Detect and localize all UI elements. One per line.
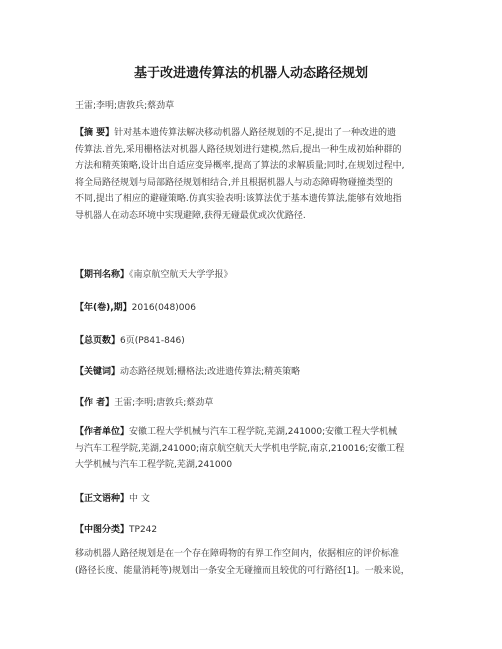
author-field: [75, 395, 213, 408]
abstract-label: 【摘 要】: [75, 128, 115, 138]
abstract-line-3: 方法和精英策略,设计出自适应变异概率,提高了算法的求解质量;同时,在规划过程中,: [75, 161, 405, 172]
author-label: 【作 者】: [75, 398, 115, 408]
author-list: 王雷;李明;唐敦兵;蔡劲草: [75, 101, 175, 111]
abstract-line-1: 【摘 要】针对基本遗传算法解决移动机器人路径规划的不足,提出了一种改进的遗: [75, 128, 397, 138]
keywords-value: 动态路径规划;栅格法;改进遗传算法;精英策略: [120, 367, 301, 377]
affiliation-line-2: 与汽车工程学院,芜湖,241000;南京航空航天大学机电学院,南京,210016;安徽工程: [75, 443, 405, 454]
year-label: 【年(卷),期】: [75, 303, 132, 313]
affiliation-line-3: 大学机械与汽车工程学院,芜湖,241000: [75, 460, 233, 471]
abstract-line-2: 传算法.首先,采用栅格法对机器人路径规划进行建模,然后,提出一种生成初始种群的: [75, 144, 402, 155]
abstract-line-6: 导机器人在动态环境中实现避障,获得无碰最优或次优路径.: [75, 210, 306, 221]
body-line-2: (路径长度、能量消耗等)规划出一条安全无碰撞而且较优的可行路径[1]。一般来说，: [75, 565, 410, 576]
affiliation-label: 【作者单位】: [75, 427, 130, 437]
language-label: 【正文语种】: [75, 494, 130, 504]
year-value: 2016(048)006: [131, 303, 196, 313]
classification-value: TP242: [129, 525, 158, 535]
abstract-line-4: 将全局路径规划与局部路径规划相结合,并且根据机器人与动态障碍物碰撞类型的: [75, 177, 393, 188]
pages-value: 6页(P841-846): [120, 336, 185, 346]
pages-field: [75, 333, 185, 346]
abstract-section: [75, 125, 435, 225]
language-field: [75, 491, 150, 504]
body-paragraph: [75, 546, 435, 579]
paper-title: 基于改进遗传算法的机器人动态路径规划: [133, 66, 368, 81]
body-line-1: 移动机器人路径规划是在一个存在障碍物的有界工作空间内，依据相应的评价标准: [75, 549, 400, 559]
journal-field: [75, 267, 233, 280]
keywords-label: 【关键词】: [75, 367, 121, 377]
classification-label: 【中图分类】: [75, 525, 130, 535]
author-value: 王雷;李明;唐敦兵;蔡劲草: [114, 398, 214, 408]
abstract-line-5: 不同,提出了相应的避碰策略.仿真实验表明:该算法优于基本遗传算法,能够有效地指: [75, 194, 402, 205]
affiliation-line-1: 【作者单位】安徽工程大学机械与汽车工程学院,芜湖,241000;安徽工程大学机械: [75, 427, 398, 437]
journal-label: 【期刊名称】: [75, 270, 130, 280]
pages-label: 【总页数】: [75, 336, 121, 346]
affiliation-section: [75, 424, 435, 474]
classification-field: [75, 522, 157, 535]
year-field: [75, 300, 196, 313]
language-value: 中 文: [129, 494, 150, 504]
journal-value: 《南京航空航天大学学报》: [129, 270, 233, 280]
keywords-field: [75, 364, 300, 377]
